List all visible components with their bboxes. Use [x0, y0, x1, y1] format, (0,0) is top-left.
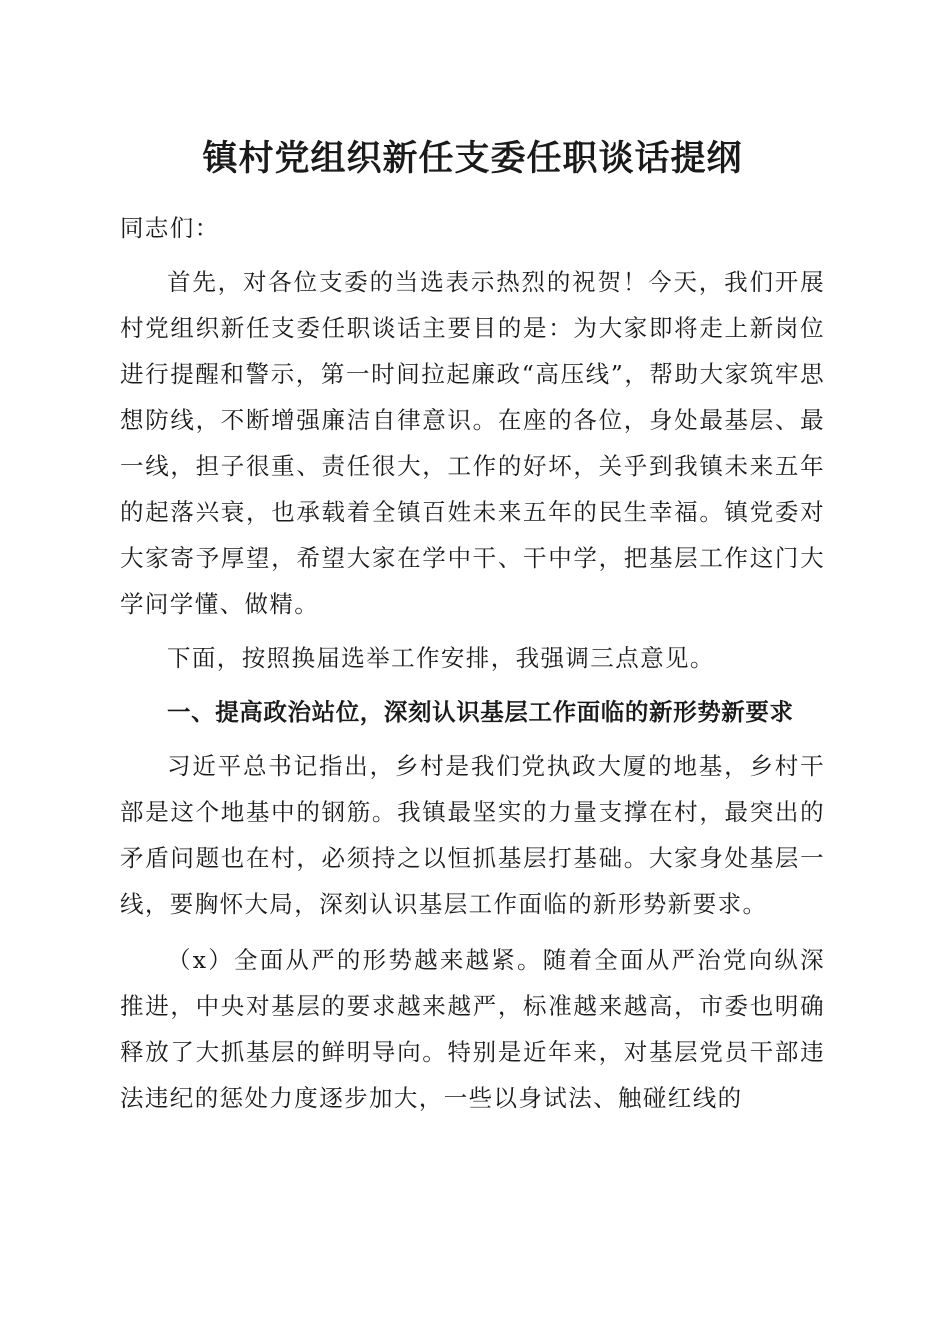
document-title: 镇村党组织新任支委任职谈话提纲 — [202, 138, 743, 179]
salutation: 同志们： — [120, 214, 220, 242]
section-heading-1: 一、提高政治站位，深刻认识基层工作面临的新形势新要求 — [167, 698, 794, 726]
section-1-paragraph: 习近平总书记指出，乡村是我们党执政大厦的地基，乡村干部是这个地基中的钢筋。我镇最坚实的力量支撑在村，最突出的矛盾问题也在村，必须持之以恒抓基层打基础。大家身处基层一线，要胸怀大局，深刻认识基层工作面临的新形势新要求。 — [120, 752, 825, 918]
document-body — [120, 205, 825, 1121]
paragraph-opening: 首先，对各位支委的当选表示热烈的祝贺！今天，我们开展村党组织新任支委任职谈话主要目的是：为大家即将走上新岗位进行提醒和警示，第一时间拉起廉政“高压线”，帮助大家筑牢思想防线，不断增强廉洁自律意识。在座的各位，身处最基层、最一线，担子很重、责任很大，工作的好坏，关乎到我镇未来五年的起落兴衰，也承载着全镇百姓未来五年的民生幸福。镇党委对大家寄予厚望，希望大家在学中干、干中学，把基层工作这门大学问学懂、做精。 — [120, 268, 825, 618]
paragraph-outline-intro: 下面，按照换届选举工作安排，我强调三点意见。 — [167, 644, 715, 672]
section-1-subpoint: （x）全面从严的形势越来越紧。随着全面从严治党向纵深推进，中央对基层的要求越来越严，标准越来越高，市委也明确释放了大抓基层的鲜明导向。特别是近年来，对基层党员干部违法违纪的惩处力度逐步加大，一些以身试法、触碰红线的 — [120, 946, 825, 1112]
